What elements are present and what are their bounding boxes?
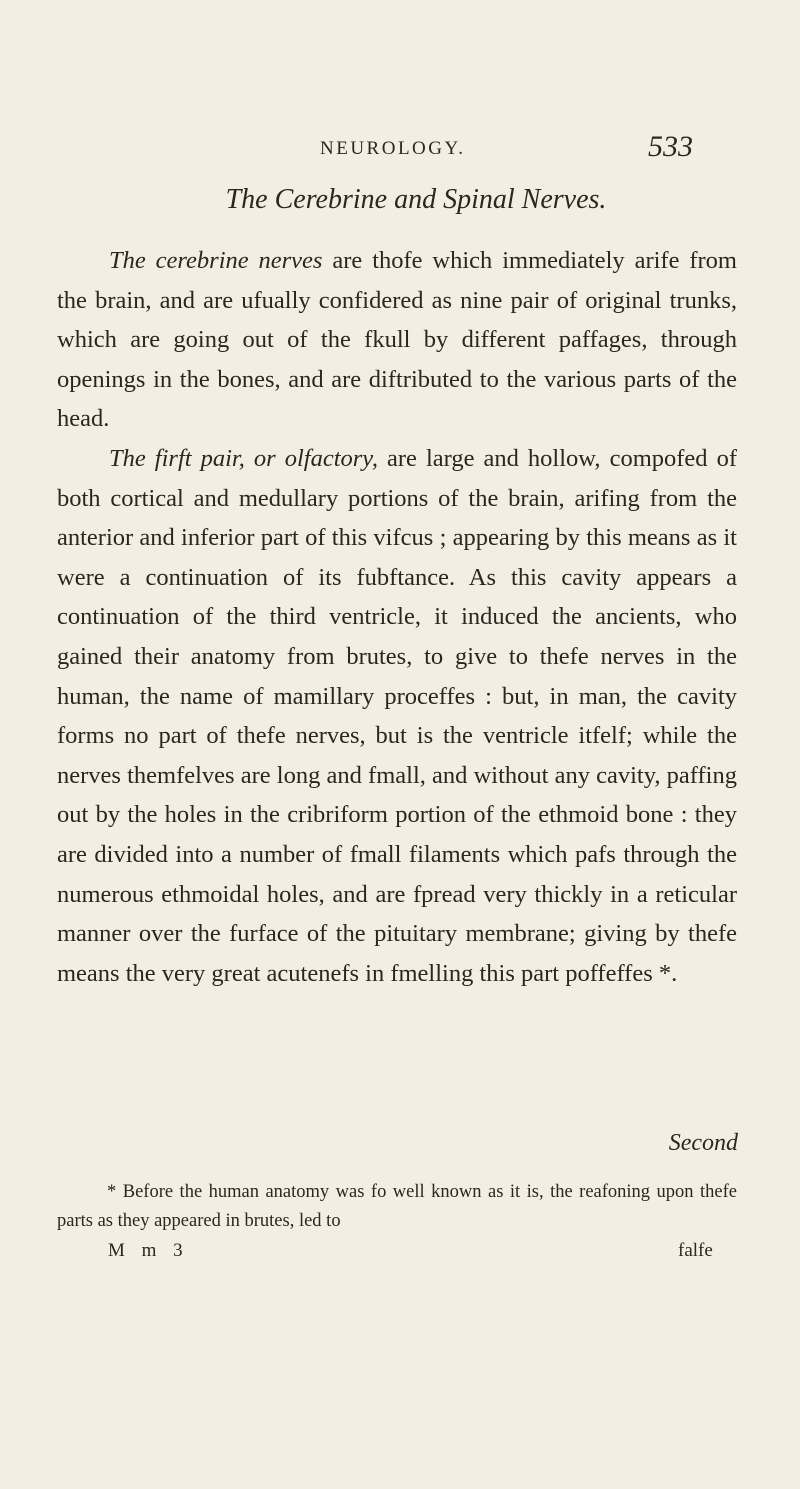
paragraph-first-pair	[57, 439, 737, 993]
signature-line	[0, 1240, 800, 1270]
body-text	[57, 241, 737, 993]
paragraph-lead-term: The cerebrine nerves	[109, 247, 323, 274]
running-title: NEUROLOGY.	[320, 138, 466, 159]
page-number: 533	[648, 130, 693, 163]
footnote-catchword: falfe	[678, 1240, 713, 1261]
paragraph-cerebrine-nerves	[57, 241, 737, 439]
running-head	[0, 132, 800, 172]
footnote	[57, 1178, 737, 1236]
footnote-text: * Before the human anatomy was fo well known as it is, the reafoning upon thefe parts as they appeared in brutes, led to	[57, 1182, 737, 1231]
printer-signature: M m 3	[108, 1240, 189, 1261]
paragraph-text: are large and hollow, compofed of both cortical and medullary portions of the brain, arifing from the anterior and inferior part of this vifcus ; appearing by this means as it were a continuation of its fubftance. As this cavity appears a continuation of the third ventricle, it induced the ancients, who gained their anatomy from brutes, to give to thefe nerves in the human, the name of mamillary proceffes : but, in man, the cavity forms no part of thefe nerves, but is the ventricle itfelf; while the nerves themfelves are long and fmall, and without any cavity, paffing out by the holes in the cribriform portion of the ethmoid bone : they are divided into a number of fmall filaments which pafs through the numerous ethmoidal holes, and are fpread very thickly in a reticular manner over the furface of the pituitary membrane; giving by thefe means the very great acutenefs in fmelling this part poffeffes *.	[57, 444, 737, 987]
section-heading: The Cerebrine and Spinal Nerves.	[225, 184, 607, 215]
catchword: Second	[668, 1130, 738, 1156]
paragraph-text: are thofe which immediately arife from the brain, and are ufually confidered as nine pair of original trunks, which are going out of the fkull by different paffages, through openings in the bones, and are diftributed to the various parts of the head.	[57, 247, 737, 433]
paragraph-lead-term: The firft pair, or olfactory,	[109, 444, 378, 472]
